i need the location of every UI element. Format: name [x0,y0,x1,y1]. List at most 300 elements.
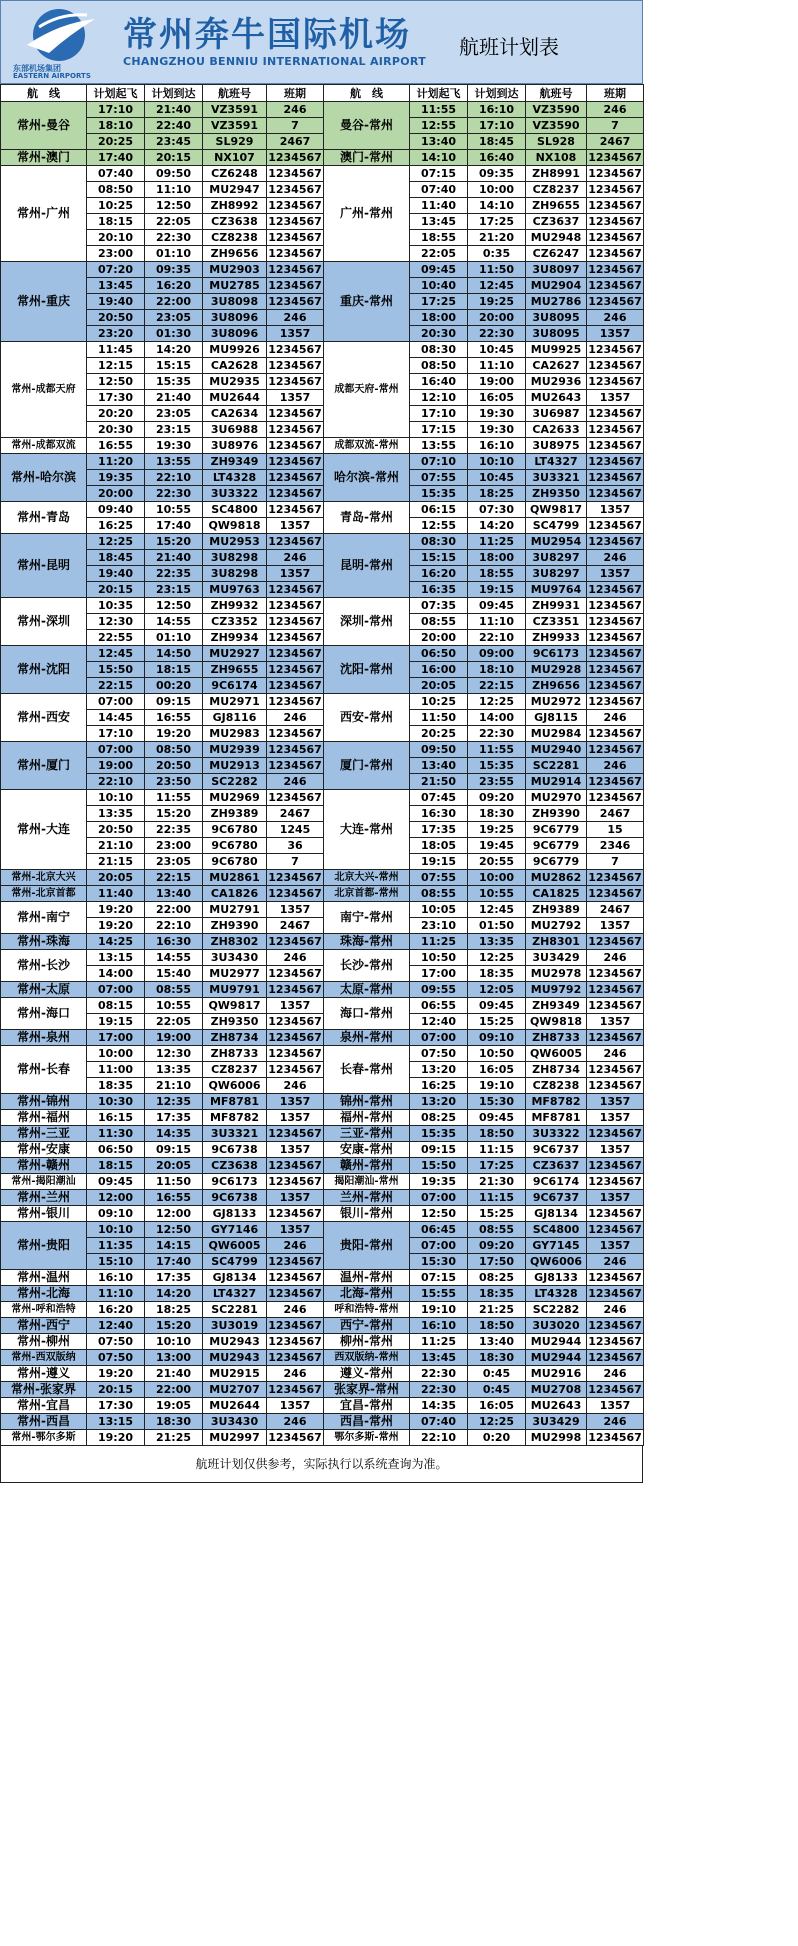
airport-name-cn: 常州奔牛国际机场 [123,15,411,55]
flight-number: ZH8992 [203,198,267,214]
arrival-time: 12:50 [145,598,203,614]
schedule-days: 246 [267,1238,324,1254]
arrival-time: 20:00 [468,310,526,326]
route-outbound: 常州-福州 [1,1110,87,1126]
table-row [1,246,644,262]
flight-number: CA1826 [203,886,267,902]
departure-time: 17:40 [87,150,145,166]
departure-time: 07:40 [87,166,145,182]
schedule-days: 1234567 [268,759,322,772]
departure-time: 13:15 [87,950,145,966]
departure-time: 13:45 [410,1350,468,1366]
schedule-days: 1357 [587,1094,644,1110]
departure-time: 19:15 [87,1014,145,1030]
route-inbound: 银川-常州 [324,1206,410,1222]
arrival-time: 13:35 [468,934,526,950]
departure-time: 19:20 [87,902,145,918]
flight-number: MU2947 [203,182,267,198]
schedule-days: 246 [267,550,324,566]
flight-number: 3U3429 [526,1414,587,1430]
schedule-days: 36 [267,838,324,854]
flight-number: ZH9656 [203,246,267,262]
schedule-days: 1357 [587,502,644,518]
arrival-time: 10:55 [145,998,203,1014]
arrival-time: 09:20 [468,790,526,806]
schedule-days: 1357 [267,566,324,582]
flight-number: LT4328 [203,470,267,486]
table-row [1,150,644,166]
flight-number: ZH8301 [526,934,587,950]
departure-time: 07:50 [87,1334,145,1350]
arrival-time: 15:20 [145,534,203,550]
route-inbound: 北海-常州 [324,1286,410,1302]
flight-number: MU2644 [203,390,267,406]
departure-time: 07:40 [410,182,468,198]
arrival-time: 22:00 [145,294,203,310]
schedule-days: 1234567 [588,215,642,228]
schedule-days: 1357 [267,998,324,1014]
route-inbound: 海口-常州 [324,998,410,1030]
route-inbound: 西安-常州 [324,694,410,742]
route-outbound: 常州-南宁 [1,902,87,934]
flight-number: MF8782 [526,1094,587,1110]
flight-number: CA2627 [526,358,587,374]
table-row [1,198,644,214]
flight-number: 3U8297 [526,550,587,566]
flight-number: CZ6248 [203,166,267,182]
arrival-time: 21:10 [145,1078,203,1094]
schedule-days: 1234567 [268,487,322,500]
schedule-days: 246 [587,1046,644,1062]
arrival-time: 22:15 [468,678,526,694]
flight-number: MU2998 [526,1430,587,1446]
flight-number: 9C6737 [526,1142,587,1158]
arrival-time: 11:10 [145,182,203,198]
table-row [1,1350,644,1366]
departure-time: 22:30 [410,1382,468,1398]
flight-number: MU2904 [526,278,587,294]
schedule-days: 1234567 [268,599,322,612]
arrival-time: 12:45 [468,278,526,294]
flight-number: 9C6173 [203,1174,267,1190]
arrival-time: 20:15 [145,150,203,166]
table-row [1,326,644,342]
route-outbound: 常州-温州 [1,1270,87,1286]
arrival-time: 13:35 [145,1062,203,1078]
table-row [1,1046,644,1062]
schedule-days: 1357 [267,326,324,342]
departure-time: 20:15 [87,1382,145,1398]
route-outbound: 常州-银川 [1,1206,87,1222]
schedule-days: 1357 [267,1398,324,1414]
table-row [1,1174,644,1190]
flight-number: 9C6738 [203,1190,267,1206]
departure-time: 14:00 [87,966,145,982]
flight-number: NX108 [526,150,587,166]
route-outbound: 常州-珠海 [1,934,87,950]
schedule-days: 1234567 [588,935,642,948]
table-row [1,918,644,934]
table-row [1,678,644,694]
arrival-time: 22:05 [145,1014,203,1030]
arrival-time: 20:50 [145,758,203,774]
arrival-time: 18:10 [468,662,526,678]
departure-time: 17:35 [410,822,468,838]
arrival-time: 14:20 [468,518,526,534]
flight-number: 9C6738 [203,1142,267,1158]
departure-time: 19:00 [87,758,145,774]
departure-time: 19:40 [87,566,145,582]
schedule-days: 1234567 [588,695,642,708]
table-row [1,646,644,662]
route-outbound: 常州-沈阳 [1,646,87,694]
arrival-time: 00:20 [145,678,203,694]
route-inbound: 哈尔滨-常州 [324,454,410,502]
flight-number: 3U8297 [526,566,587,582]
departure-time: 07:00 [410,1030,468,1046]
flight-number: MU2915 [203,1366,267,1382]
schedule-days: 1234567 [588,647,642,660]
schedule-days: 1234567 [268,1175,322,1188]
schedule-days: 1234567 [268,535,322,548]
table-row [1,294,644,310]
arrival-time: 12:45 [468,902,526,918]
schedule-days: 1234567 [268,503,322,516]
schedule-days: 246 [587,310,644,326]
flight-number: ZH9656 [526,678,587,694]
flight-number: ZH9931 [526,598,587,614]
departure-time: 19:35 [87,470,145,486]
schedule-days: 7 [267,118,324,134]
departure-time: 19:20 [87,1430,145,1446]
departure-time: 19:20 [87,918,145,934]
departure-time: 16:30 [410,806,468,822]
route-inbound: 重庆-常州 [324,262,410,342]
schedule-days: 1234567 [588,1079,642,1092]
departure-time: 17:25 [410,294,468,310]
flight-number: CA2628 [203,358,267,374]
departure-time: 12:50 [87,374,145,390]
table-row [1,1286,644,1302]
arrival-time: 22:10 [468,630,526,646]
flight-number: 9C6779 [526,838,587,854]
route-inbound: 大连-常州 [324,790,410,870]
schedule-days: 1234567 [588,871,642,884]
departure-time: 16:25 [87,518,145,534]
schedule-days: 246 [587,102,644,118]
departure-time: 13:35 [87,806,145,822]
table-row [1,1206,644,1222]
flight-number: MU2944 [526,1350,587,1366]
arrival-time: 14:20 [145,1286,203,1302]
departure-time: 18:00 [410,310,468,326]
departure-time: 11:55 [410,102,468,118]
departure-time: 07:00 [410,1238,468,1254]
schedule-days: 1234567 [268,407,322,420]
departure-time: 18:05 [410,838,468,854]
table-row [1,854,644,870]
schedule-days: 2467 [267,918,324,934]
flight-number: 3U3321 [203,1126,267,1142]
flight-number: CZ3637 [526,1158,587,1174]
schedule-days: 1357 [587,326,644,342]
arrival-time: 07:30 [468,502,526,518]
arrival-time: 10:50 [468,1046,526,1062]
arrival-time: 09:35 [145,262,203,278]
departure-time: 23:20 [87,326,145,342]
table-row [1,550,644,566]
schedule-days: 1234567 [268,1335,322,1348]
flight-number: ZH9350 [526,486,587,502]
arrival-time: 14:10 [468,198,526,214]
arrival-time: 19:30 [145,438,203,454]
table-row [1,102,644,118]
table-row [1,230,644,246]
arrival-time: 19:25 [468,294,526,310]
table-row [1,390,644,406]
schedule-days: 1234567 [588,1287,642,1300]
arrival-time: 21:25 [145,1430,203,1446]
schedule-days: 246 [587,710,644,726]
route-inbound: 贵阳-常州 [324,1222,410,1270]
arrival-time: 19:10 [468,1078,526,1094]
arrival-time: 0:45 [468,1382,526,1398]
arrival-time: 0:20 [468,1430,526,1446]
departure-time: 20:00 [410,630,468,646]
schedule-days: 1234567 [588,1431,642,1444]
schedule-days: 246 [587,1302,644,1318]
arrival-time: 15:20 [145,806,203,822]
arrival-time: 10:45 [468,342,526,358]
flight-number: 3U3322 [203,486,267,502]
departure-time: 21:50 [410,774,468,790]
route-inbound: 长沙-常州 [324,950,410,982]
arrival-time: 10:55 [145,502,203,518]
flight-number: MU2785 [203,278,267,294]
arrival-time: 16:55 [145,1190,203,1206]
arrival-time: 18:50 [468,1318,526,1334]
arrival-time: 11:50 [145,1174,203,1190]
flight-number: MF8781 [526,1110,587,1126]
arrival-time: 18:25 [145,1302,203,1318]
departure-time: 16:25 [410,1078,468,1094]
departure-time: 08:15 [87,998,145,1014]
flight-number: MU2953 [203,534,267,550]
route-inbound: 太原-常州 [324,982,410,998]
schedule-days: 1357 [587,390,644,406]
departure-time: 10:10 [87,790,145,806]
departure-time: 07:10 [410,454,468,470]
flight-number: 3U8976 [203,438,267,454]
route-inbound: 青岛-常州 [324,502,410,534]
arrival-time: 18:15 [145,662,203,678]
flight-number: 3U8095 [526,310,587,326]
departure-time: 16:55 [87,438,145,454]
schedule-days: 246 [587,950,644,966]
schedule-days: 1234567 [268,695,322,708]
arrival-time: 11:15 [468,1142,526,1158]
flight-number: MU2792 [526,918,587,934]
arrival-time: 21:40 [145,1366,203,1382]
table-row [1,374,644,390]
route-outbound: 常州-遵义 [1,1366,87,1382]
departure-time: 09:50 [410,742,468,758]
route-outbound: 常州-长春 [1,1046,87,1094]
table-row [1,742,644,758]
flight-number: 9C6780 [203,822,267,838]
departure-time: 15:35 [410,1126,468,1142]
flight-number: 9C6779 [526,822,587,838]
flight-number: 3U3321 [526,470,587,486]
departure-time: 18:55 [410,230,468,246]
arrival-time: 08:25 [468,1270,526,1286]
schedule-days: 1234567 [268,439,322,452]
schedule-days: 1234567 [268,1159,322,1172]
flight-number: 9C6737 [526,1190,587,1206]
schedule-days: 1234567 [268,663,322,676]
arrival-time: 11:10 [468,358,526,374]
departure-time: 10:25 [87,198,145,214]
flight-number: 3U3430 [203,950,267,966]
schedule-days: 1234567 [588,439,642,452]
flight-number: CA1825 [526,886,587,902]
flight-number: QW6006 [526,1254,587,1270]
flight-number: MU2971 [203,694,267,710]
departure-time: 08:30 [410,534,468,550]
flight-number: CZ3637 [526,214,587,230]
flight-number: NX107 [203,150,267,166]
schedule-days: 1234567 [268,343,322,356]
flight-number: MF8782 [203,1110,267,1126]
arrival-time: 22:35 [145,566,203,582]
schedule-days: 1234567 [268,1287,322,1300]
arrival-time: 10:00 [468,182,526,198]
flight-number: MU2928 [526,662,587,678]
route-inbound: 泉州-常州 [324,1030,410,1046]
arrival-time: 11:25 [468,534,526,550]
table-row [1,1030,644,1046]
flight-number: 3U3020 [526,1318,587,1334]
route-outbound: 常州-厦门 [1,742,87,790]
flight-number: CZ3351 [526,614,587,630]
arrival-time: 09:20 [468,1238,526,1254]
table-row [1,998,644,1014]
departure-time: 16:20 [87,1302,145,1318]
flight-number: MU2984 [526,726,587,742]
arrival-time: 15:25 [468,1014,526,1030]
departure-time: 10:10 [87,1222,145,1238]
arrival-time: 14:20 [145,342,203,358]
flight-number: 9C6780 [203,838,267,854]
table-row [1,982,644,998]
flight-number: ZH9655 [203,662,267,678]
flight-number: ZH8734 [203,1030,267,1046]
table-row [1,1014,644,1030]
flight-number: MU2927 [203,646,267,662]
table-row [1,1190,644,1206]
route-outbound: 常州-呼和浩特 [1,1302,87,1318]
arrival-time: 16:10 [468,102,526,118]
schedule-days: 246 [267,1302,324,1318]
flight-number: MU2913 [203,758,267,774]
schedule-days: 246 [267,310,324,326]
arrival-time: 19:00 [468,374,526,390]
flight-number: QW9818 [526,1014,587,1030]
route-inbound: 北京首都-常州 [324,886,410,902]
arrival-time: 01:10 [145,246,203,262]
flight-number: QW6006 [203,1078,267,1094]
arrival-time: 10:00 [468,870,526,886]
flight-number: CZ8237 [203,1062,267,1078]
arrival-time: 10:10 [145,1334,203,1350]
table-row [1,1318,644,1334]
departure-time: 11:30 [87,1126,145,1142]
departure-time: 08:55 [410,886,468,902]
table-row [1,1398,644,1414]
arrival-time: 20:05 [145,1158,203,1174]
departure-time: 11:00 [87,1062,145,1078]
arrival-time: 16:55 [145,710,203,726]
table-row [1,470,644,486]
table-row [1,1062,644,1078]
route-inbound: 成都天府-常州 [324,342,410,438]
flight-number: 3U6987 [526,406,587,422]
flight-number: SC4800 [526,1222,587,1238]
schedule-days: 1234567 [588,535,642,548]
arrival-time: 22:10 [145,470,203,486]
flight-number: ZH9932 [203,598,267,614]
table-row [1,1302,644,1318]
departure-time: 23:00 [87,246,145,262]
route-inbound: 澳门-常州 [324,150,410,166]
route-inbound: 西宁-常州 [324,1318,410,1334]
arrival-time: 23:05 [145,854,203,870]
departure-time: 09:15 [410,1142,468,1158]
arrival-time: 12:35 [145,1094,203,1110]
col-header: 班期 [267,85,324,102]
departure-time: 14:10 [410,150,468,166]
route-outbound: 常州-安康 [1,1142,87,1158]
flight-number: MU2948 [526,230,587,246]
table-row [1,278,644,294]
col-header: 班期 [587,85,644,102]
schedule-days: 1234567 [588,471,642,484]
departure-time: 11:25 [410,934,468,950]
schedule-days: 1234567 [588,679,642,692]
route-inbound: 长春-常州 [324,1046,410,1094]
schedule-days: 1234567 [588,1351,642,1364]
schedule-days: 1234567 [588,279,642,292]
arrival-time: 16:40 [468,150,526,166]
arrival-time: 09:35 [468,166,526,182]
schedule-days: 15 [587,822,644,838]
departure-time: 15:10 [87,1254,145,1270]
departure-time: 10:50 [410,950,468,966]
arrival-time: 18:45 [468,134,526,150]
flight-number: MU2969 [203,790,267,806]
schedule-days: 1234567 [268,1015,322,1028]
departure-time: 08:25 [410,1110,468,1126]
table-row [1,1254,644,1270]
flight-number: 3U3429 [526,950,587,966]
table-row [1,342,644,358]
schedule-days: 1357 [267,1190,324,1206]
flight-number: CA2633 [526,422,587,438]
schedule-days: 1234567 [588,1175,642,1188]
departure-time: 08:30 [410,342,468,358]
table-row [1,182,644,198]
table-row [1,454,644,470]
